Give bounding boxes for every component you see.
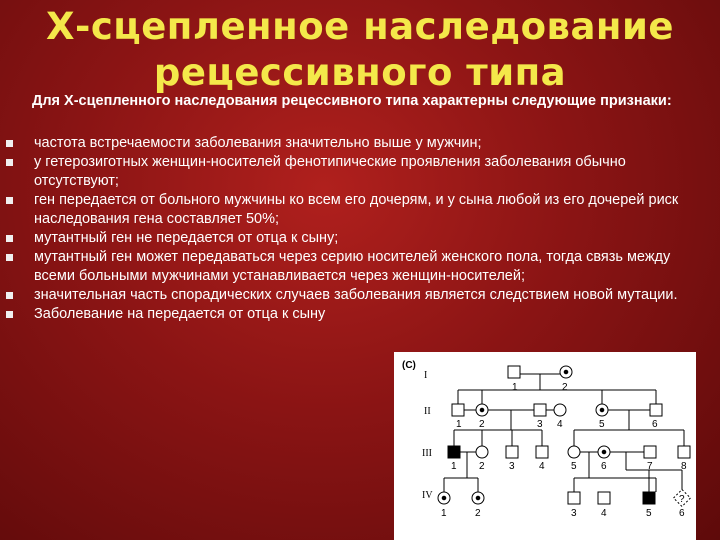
female-symbol bbox=[568, 446, 580, 458]
individual-number: 1 bbox=[441, 508, 447, 519]
individual-number: 2 bbox=[562, 382, 568, 393]
male-unaffected-symbol bbox=[506, 446, 518, 458]
square-bullet-icon bbox=[6, 197, 13, 204]
unknown-mark: ? bbox=[679, 494, 685, 505]
generation-label: I bbox=[424, 370, 428, 381]
individual-number: 7 bbox=[647, 461, 653, 472]
male-affected-symbol bbox=[448, 446, 460, 458]
male-unaffected-symbol bbox=[568, 492, 580, 504]
square-bullet-icon bbox=[6, 235, 13, 242]
list-item: мутантный ген не передается от отца к сыну; bbox=[0, 229, 700, 248]
carrier-dot bbox=[564, 370, 568, 374]
criteria-list bbox=[0, 134, 700, 324]
individual-number: 3 bbox=[571, 508, 577, 519]
individual-number: 4 bbox=[601, 508, 607, 519]
male-unaffected-symbol bbox=[508, 366, 520, 378]
carrier-dot bbox=[602, 450, 606, 454]
individual-number: 4 bbox=[539, 461, 545, 472]
female-symbol bbox=[554, 404, 566, 416]
pedigree-diagram bbox=[394, 352, 696, 540]
individual-number: 8 bbox=[681, 461, 687, 472]
male-unaffected-symbol bbox=[598, 492, 610, 504]
male-unaffected-symbol bbox=[534, 404, 546, 416]
individual-number: 1 bbox=[512, 382, 518, 393]
list-item: Заболевание на передается от отца к сыну bbox=[0, 305, 700, 324]
individual-number: 5 bbox=[599, 419, 605, 430]
list-item: ген передается от больного мужчины ко всем его дочерям, и у сына любой из его дочерей риск наследования гена составляет 50%; bbox=[0, 191, 700, 229]
male-affected-symbol bbox=[643, 492, 655, 504]
intro-text: Для Х-сцепленного наследования рецессивного типа характерны следующие признаки: bbox=[32, 93, 672, 109]
generation-label: II bbox=[424, 406, 431, 417]
male-unaffected-symbol bbox=[452, 404, 464, 416]
individual-number: 6 bbox=[652, 419, 658, 430]
square-bullet-icon bbox=[6, 159, 13, 166]
male-unaffected-symbol bbox=[650, 404, 662, 416]
individual-number: 1 bbox=[451, 461, 457, 472]
list-item: значительная часть спорадических случаев заболевания является следствием новой мутации. bbox=[0, 286, 700, 305]
individual-number: 6 bbox=[679, 508, 685, 519]
panel-label: (С) bbox=[402, 360, 416, 371]
list-item: у гетерозиготных женщин-носителей фенотипические проявления заболевания обычно отсутствуют; bbox=[0, 153, 700, 191]
female-symbol bbox=[476, 446, 488, 458]
slide-title: Х-сцепленное наследование рецессивного типа bbox=[45, 5, 675, 94]
carrier-dot bbox=[480, 408, 484, 412]
individual-number: 4 bbox=[557, 419, 563, 430]
pedigree-svg bbox=[394, 352, 696, 540]
male-unaffected-symbol bbox=[644, 446, 656, 458]
square-bullet-icon bbox=[6, 140, 13, 147]
carrier-dot bbox=[476, 496, 480, 500]
individual-number: 2 bbox=[475, 508, 481, 519]
carrier-dot bbox=[600, 408, 604, 412]
carrier-dot bbox=[442, 496, 446, 500]
individual-number: 3 bbox=[509, 461, 515, 472]
square-bullet-icon bbox=[6, 311, 13, 318]
individual-number: 3 bbox=[537, 419, 543, 430]
individual-number: 1 bbox=[456, 419, 462, 430]
individual-number: 2 bbox=[479, 461, 485, 472]
generation-label: III bbox=[422, 448, 432, 459]
list-item: мутантный ген может передаваться через серию носителей женского пола, тогда связь между всеми больными мужчинами устанавливается через женщин-носителей; bbox=[0, 248, 700, 286]
male-unaffected-symbol bbox=[678, 446, 690, 458]
individual-number: 5 bbox=[571, 461, 577, 472]
individual-number: 6 bbox=[601, 461, 607, 472]
individual-number: 2 bbox=[479, 419, 485, 430]
generation-label: IV bbox=[422, 490, 433, 501]
male-unaffected-symbol bbox=[536, 446, 548, 458]
individual-number: 5 bbox=[646, 508, 652, 519]
list-item: частота встречаемости заболевания значительно выше у мужчин; bbox=[0, 134, 700, 153]
square-bullet-icon bbox=[6, 292, 13, 299]
square-bullet-icon bbox=[6, 254, 13, 261]
